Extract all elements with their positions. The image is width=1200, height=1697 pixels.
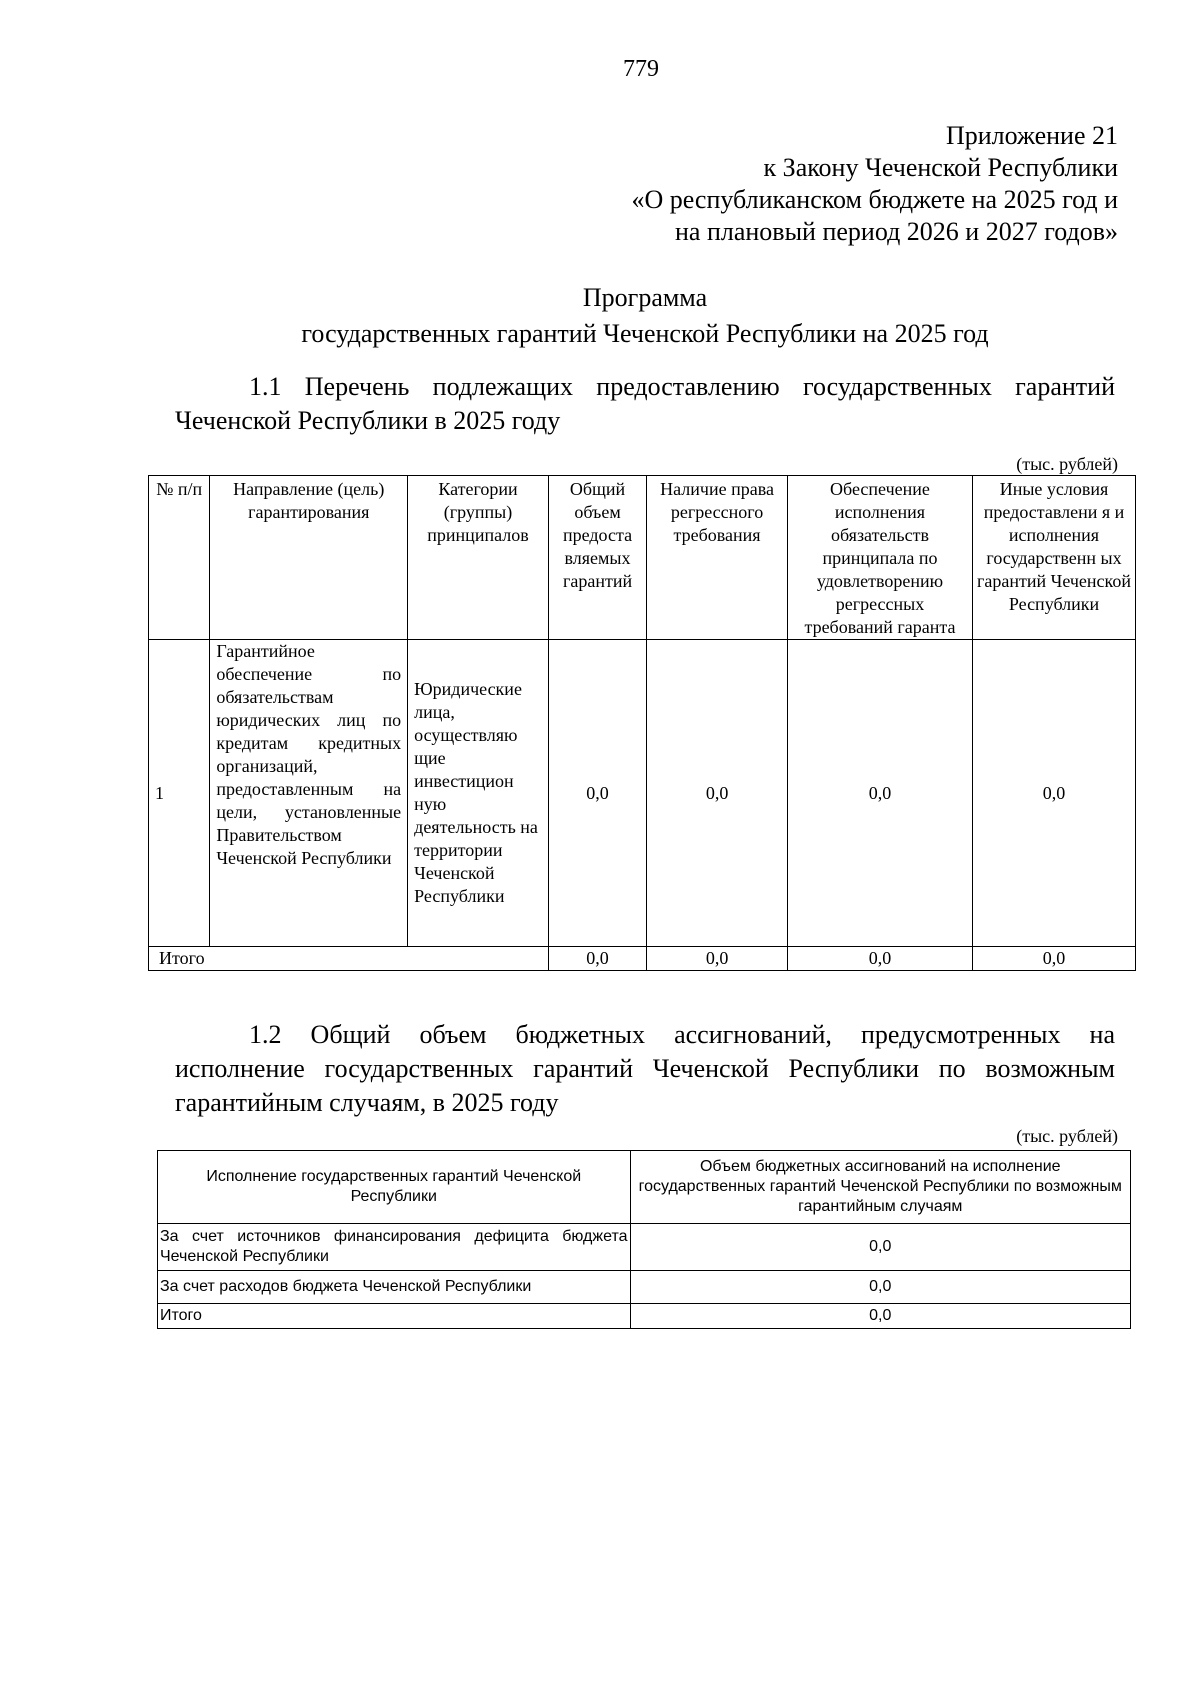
total-volume: 0,0 bbox=[548, 947, 646, 971]
total-value: 0,0 bbox=[630, 1304, 1130, 1329]
program-title: Программа bbox=[582, 283, 708, 312]
row-value: 0,0 bbox=[630, 1271, 1130, 1304]
header-num: № п/п bbox=[149, 476, 210, 640]
header-execution: Исполнение государственных гарантий Чеченской Республики bbox=[158, 1151, 631, 1224]
table-row bbox=[158, 1224, 1131, 1271]
row-label: За счет источников финансирования дефицита бюджета Чеченской Республики bbox=[158, 1224, 631, 1271]
row-direction: Гарантийное обеспечение по обязательствам юридических лиц по кредитам кредитных организаций, предоставленным на цели, установленные Правительством Чеченской Республики bbox=[210, 640, 408, 947]
row-categories: Юридические лица, осуществляю щие инвестицион ную деятельность на территории Чеченской Республики bbox=[408, 640, 549, 947]
row-value: 0,0 bbox=[630, 1224, 1130, 1271]
appendix-line-2: к Закону Чеченской Республики bbox=[763, 153, 1118, 182]
section-2-heading-block bbox=[175, 1018, 1115, 1120]
allocations-table bbox=[157, 1150, 1131, 1329]
row-label: За счет расходов бюджета Чеченской Республики bbox=[158, 1271, 631, 1304]
table-header-row bbox=[158, 1151, 1131, 1224]
header-volume: Общий объем предоста вляемых гарантий bbox=[548, 476, 646, 640]
total-other: 0,0 bbox=[973, 947, 1136, 971]
row-regress: 0,0 bbox=[647, 640, 788, 947]
header-categories: Категории (группы) принципалов bbox=[408, 476, 549, 640]
section-2-heading: 1.2 Общий объем бюджетных ассигнований, предусмотренных на исполнение государственных гарантий Чеченской Республики по возможным гарантийным случаям, в 2025 году bbox=[175, 1020, 1115, 1117]
header-allocation-volume: Объем бюджетных ассигнований на исполнение государственных гарантий Чеченской Республики по возможным гарантийным случаям bbox=[630, 1151, 1130, 1224]
row-volume: 0,0 bbox=[548, 640, 646, 947]
row-other: 0,0 bbox=[973, 640, 1136, 947]
total-regress: 0,0 bbox=[647, 947, 788, 971]
header-other: Иные условия предоставлени я и исполнения государственн ых гарантий Чеченской Республики bbox=[973, 476, 1136, 640]
section-1-units: (тыс. рублей) bbox=[1016, 454, 1118, 474]
program-title-block bbox=[175, 280, 1115, 352]
table-total-row bbox=[158, 1304, 1131, 1329]
appendix-line-4: на плановый период 2026 и 2027 годов» bbox=[675, 217, 1118, 246]
table-row bbox=[149, 640, 1136, 947]
header-regress: Наличие права регрессного требования bbox=[647, 476, 788, 640]
section-1-heading: 1.1 Перечень подлежащих предоставлению государственных гарантий Чеченской Республики в 2025 году bbox=[175, 372, 1115, 435]
row-security: 0,0 bbox=[787, 640, 972, 947]
total-security: 0,0 bbox=[787, 947, 972, 971]
table-header-row bbox=[149, 476, 1136, 640]
appendix-line-1: Приложение 21 bbox=[945, 121, 1118, 150]
appendix-header bbox=[631, 120, 1118, 248]
section-1-heading-block bbox=[175, 370, 1115, 438]
total-label: Итого bbox=[149, 947, 549, 971]
table-total-row bbox=[149, 947, 1136, 971]
page-number: 779 bbox=[623, 56, 659, 82]
row-num: 1 bbox=[149, 640, 210, 947]
appendix-line-3: «О республиканском бюджете на 2025 год и bbox=[631, 185, 1118, 214]
total-label: Итого bbox=[158, 1304, 631, 1329]
table-row bbox=[158, 1271, 1131, 1304]
section-2-units: (тыс. рублей) bbox=[1016, 1126, 1118, 1146]
guarantees-table bbox=[148, 475, 1136, 971]
header-direction: Направление (цель) гарантирования bbox=[210, 476, 408, 640]
header-security: Обеспечение исполнения обязательств принципала по удовлетворению регрессных требований гаранта bbox=[787, 476, 972, 640]
program-subtitle: государственных гарантий Чеченской Республики на 2025 год bbox=[301, 319, 989, 348]
